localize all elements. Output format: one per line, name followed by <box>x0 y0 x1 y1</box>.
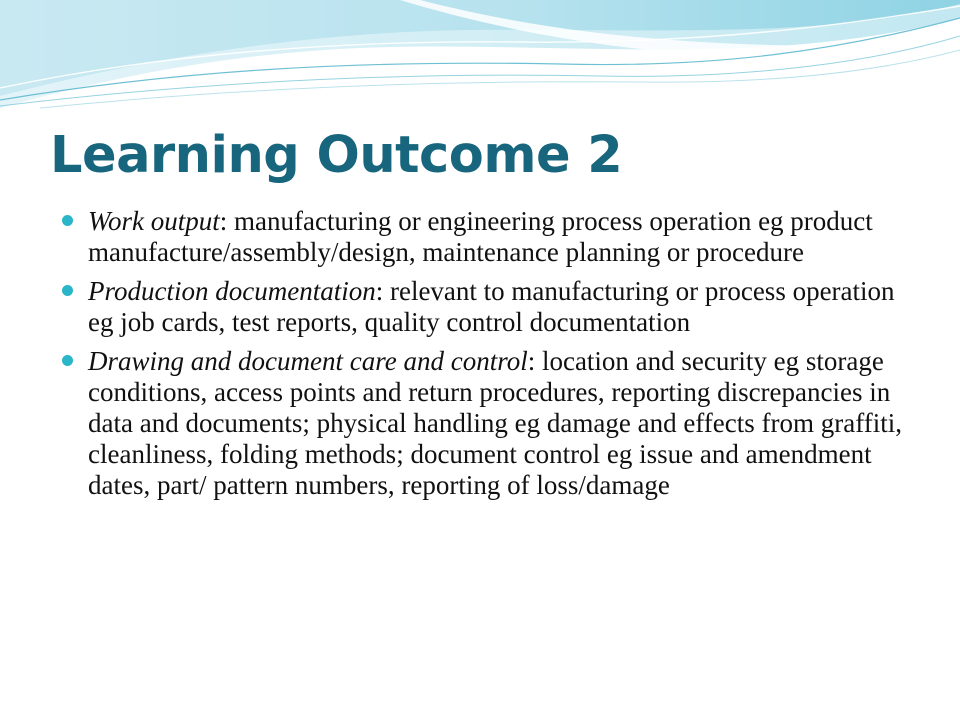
bullet-dot-icon <box>62 215 73 226</box>
bullet-item-drawing-document-care <box>62 346 902 501</box>
bullet-dot-icon <box>62 355 73 366</box>
bullet-term: Production documentation <box>88 276 376 306</box>
bullet-text: : location and security eg storage conditions, access points and return procedures, reporting discrepancies in data and documents; physical handling eg damage and effects from graffiti, cleanliness, folding methods; document control eg issue and amendment dates, part/ pattern numbers, reporting of loss/damage <box>88 346 902 500</box>
bullet-dot-icon <box>62 285 73 296</box>
bullet-item-production-documentation <box>62 276 902 338</box>
decorative-wave-header <box>0 0 960 120</box>
slide-title: Learning Outcome 2 <box>50 126 623 185</box>
bullet-text: : manufacturing or engineering process operation eg product manufacture/assembly/design, maintenance planning or procedure <box>88 206 873 267</box>
bullet-item-work-output <box>62 206 902 268</box>
bullet-text: : relevant to manufacturing or process operation eg job cards, test reports, quality control documentation <box>88 276 895 337</box>
bullet-term: Drawing and document care and control <box>88 346 528 376</box>
bullet-list <box>62 206 902 509</box>
bullet-term: Work output <box>88 206 220 236</box>
